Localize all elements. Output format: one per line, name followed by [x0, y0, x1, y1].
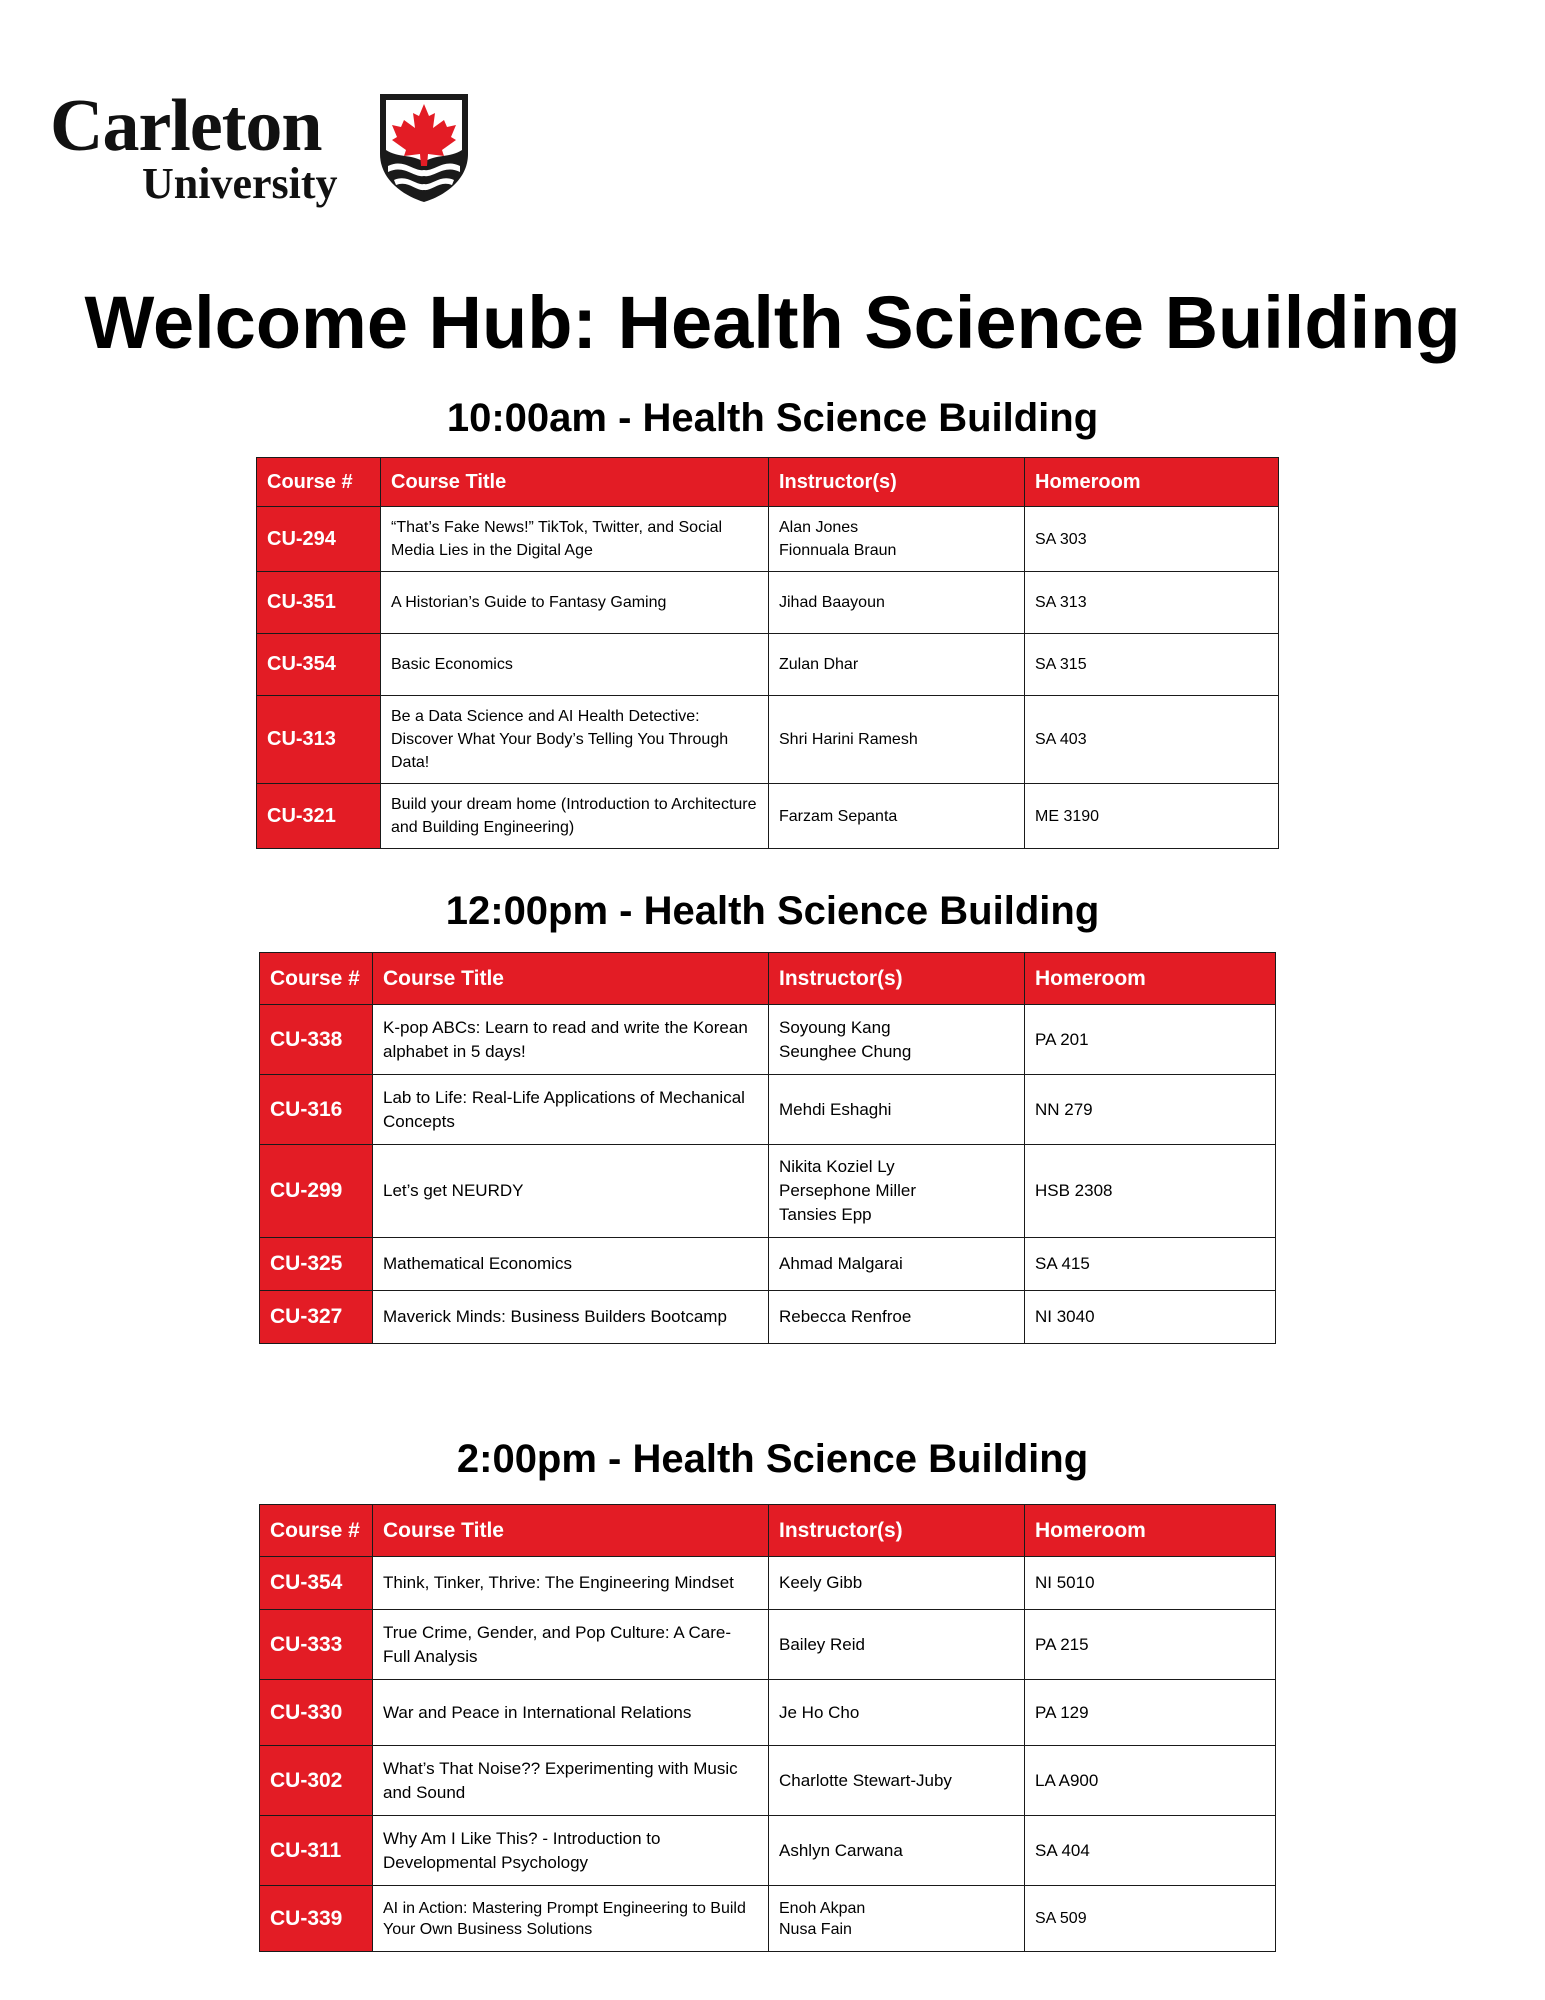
table-row	[260, 1005, 1276, 1075]
table-row	[260, 1886, 1276, 1952]
course-title: Why Am I Like This? - Introduction to Developmental Psychology	[373, 1816, 769, 1886]
course-title: Let’s get NEURDY	[373, 1145, 769, 1238]
instructors	[769, 1610, 1025, 1680]
table-row	[260, 1816, 1276, 1886]
homeroom: PA 215	[1025, 1610, 1276, 1680]
homeroom: HSB 2308	[1025, 1145, 1276, 1238]
instructor-name: Shri Harini Ramesh	[779, 731, 918, 748]
instructor-name: Ahmad Malgarai	[779, 1254, 903, 1273]
instructors	[769, 634, 1025, 696]
course-number: CU-333	[260, 1610, 373, 1680]
header-course-title: Course Title	[381, 458, 769, 507]
page-title: Welcome Hub: Health Science Building	[84, 281, 1461, 364]
carleton-logo	[50, 85, 480, 213]
table-row	[257, 634, 1279, 696]
homeroom: NI 3040	[1025, 1291, 1276, 1344]
section-heading-2pm: 2:00pm - Health Science Building	[456, 1437, 1089, 1481]
course-number: CU-351	[257, 572, 381, 634]
course-number: CU-354	[260, 1557, 373, 1610]
maple-leaf-shield-icon	[378, 92, 470, 204]
course-number: CU-294	[257, 507, 381, 572]
header-course-title: Course Title	[373, 953, 769, 1005]
instructors	[769, 1291, 1025, 1344]
course-number: CU-338	[260, 1005, 373, 1075]
course-number: CU-325	[260, 1238, 373, 1291]
course-number: CU-354	[257, 634, 381, 696]
course-title: AI in Action: Mastering Prompt Engineering to Build Your Own Business Solutions	[373, 1886, 769, 1952]
homeroom: SA 313	[1025, 572, 1279, 634]
instructors	[769, 1557, 1025, 1610]
instructors	[769, 1005, 1025, 1075]
table-row	[257, 507, 1279, 572]
homeroom: PA 129	[1025, 1680, 1276, 1746]
table-row	[260, 1680, 1276, 1746]
course-title: K-pop ABCs: Learn to read and write the Korean alphabet in 5 days!	[373, 1005, 769, 1075]
header-instructors: Instructor(s)	[769, 953, 1025, 1005]
table-header-row	[257, 458, 1279, 507]
instructor-name: Mehdi Eshaghi	[779, 1099, 892, 1119]
homeroom: SA 315	[1025, 634, 1279, 696]
course-number: CU-316	[260, 1075, 373, 1145]
course-number: CU-321	[257, 784, 381, 849]
course-number: CU-327	[260, 1291, 373, 1344]
section-heading-12pm: 12:00pm - Health Science Building	[445, 889, 1100, 933]
table-row	[257, 784, 1279, 849]
header-course-title: Course Title	[373, 1505, 769, 1557]
instructors	[769, 1746, 1025, 1816]
header-homeroom: Homeroom	[1025, 1505, 1276, 1557]
instructor-name: Alan Jones	[779, 519, 859, 536]
logo-wordmark-university: University	[142, 159, 338, 208]
section-heading-10am: 10:00am - Health Science Building	[446, 396, 1099, 440]
homeroom: SA 509	[1025, 1886, 1276, 1952]
course-title: Think, Tinker, Thrive: The Engineering Mindset	[373, 1557, 769, 1610]
table-row	[260, 1557, 1276, 1610]
instructors	[769, 1680, 1025, 1746]
instructors	[769, 1886, 1025, 1952]
table-header-row	[260, 1505, 1276, 1557]
course-title: Maverick Minds: Business Builders Bootcamp	[373, 1291, 769, 1344]
course-title: “That’s Fake News!” TikTok, Twitter, and Social Media Lies in the Digital Age	[381, 507, 769, 572]
header-course-number: Course #	[260, 953, 373, 1005]
header-homeroom: Homeroom	[1025, 953, 1276, 1005]
instructors	[769, 696, 1025, 784]
instructor-name: Zulan Dhar	[779, 656, 859, 673]
instructor-name: Rebecca Renfroe	[779, 1307, 912, 1326]
instructor-name: Keely Gibb	[779, 1573, 863, 1592]
schedule-table-12pm	[259, 952, 1276, 1344]
instructor-name: Seunghee Chung	[779, 1041, 912, 1061]
course-number: CU-339	[260, 1886, 373, 1952]
course-title: Be a Data Science and AI Health Detective: Discover What Your Body’s Telling You Through Data!	[381, 696, 769, 784]
homeroom: SA 415	[1025, 1238, 1276, 1291]
table-row	[260, 1238, 1276, 1291]
instructor-name: Persephone Miller	[779, 1181, 917, 1200]
instructor-name: Jihad Baayoun	[779, 594, 885, 611]
instructors	[769, 1816, 1025, 1886]
instructor-name: Ashlyn Carwana	[779, 1840, 903, 1860]
homeroom: LA A900	[1025, 1746, 1276, 1816]
instructors	[769, 507, 1025, 572]
course-title: What’s That Noise?? Experimenting with Music and Sound	[373, 1746, 769, 1816]
instructor-name: Bailey Reid	[779, 1634, 865, 1654]
course-title: True Crime, Gender, and Pop Culture: A Care-Full Analysis	[373, 1610, 769, 1680]
instructor-name: Fionnuala Braun	[779, 542, 897, 559]
course-title: Mathematical Economics	[373, 1238, 769, 1291]
table-row	[260, 1291, 1276, 1344]
instructor-name: Nusa Fain	[779, 1920, 852, 1938]
course-title: War and Peace in International Relations	[373, 1680, 769, 1746]
header-course-number: Course #	[257, 458, 381, 507]
instructor-name: Je Ho Cho	[779, 1702, 860, 1722]
instructors	[769, 784, 1025, 849]
homeroom: SA 404	[1025, 1816, 1276, 1886]
instructor-name: Nikita Koziel Ly	[779, 1157, 895, 1176]
table-row	[260, 1145, 1276, 1238]
schedule-table-10am	[256, 457, 1279, 849]
homeroom: NN 279	[1025, 1075, 1276, 1145]
instructors	[769, 572, 1025, 634]
table-row	[260, 1610, 1276, 1680]
table-row	[260, 1746, 1276, 1816]
course-title: Basic Economics	[381, 634, 769, 696]
course-number: CU-302	[260, 1746, 373, 1816]
header-instructors: Instructor(s)	[769, 1505, 1025, 1557]
course-title: A Historian’s Guide to Fantasy Gaming	[381, 572, 769, 634]
course-number: CU-311	[260, 1816, 373, 1886]
table-row	[260, 1075, 1276, 1145]
course-number: CU-299	[260, 1145, 373, 1238]
homeroom: SA 403	[1025, 696, 1279, 784]
table-row	[257, 572, 1279, 634]
logo-wordmark-carleton: Carleton	[50, 85, 322, 167]
course-number: CU-313	[257, 696, 381, 784]
table-header-row	[260, 953, 1276, 1005]
course-number: CU-330	[260, 1680, 373, 1746]
homeroom: PA 201	[1025, 1005, 1276, 1075]
instructors	[769, 1238, 1025, 1291]
instructor-name: Farzam Sepanta	[779, 807, 898, 825]
course-title: Lab to Life: Real-Life Applications of Mechanical Concepts	[373, 1075, 769, 1145]
instructor-name: Charlotte Stewart-Juby	[779, 1770, 952, 1790]
instructor-name: Tansies Epp	[779, 1205, 872, 1224]
homeroom: NI 5010	[1025, 1557, 1276, 1610]
schedule-table-2pm	[259, 1504, 1276, 1952]
instructors	[769, 1075, 1025, 1145]
header-instructors: Instructor(s)	[769, 458, 1025, 507]
table-row	[257, 696, 1279, 784]
homeroom: SA 303	[1025, 507, 1279, 572]
header-course-number: Course #	[260, 1505, 373, 1557]
instructors	[769, 1145, 1025, 1238]
instructor-name: Enoh Akpan	[779, 1899, 866, 1917]
header-homeroom: Homeroom	[1025, 458, 1279, 507]
course-title: Build your dream home (Introduction to Architecture and Building Engineering)	[381, 784, 769, 849]
homeroom: ME 3190	[1025, 784, 1279, 849]
instructor-name: Soyoung Kang	[779, 1017, 891, 1037]
